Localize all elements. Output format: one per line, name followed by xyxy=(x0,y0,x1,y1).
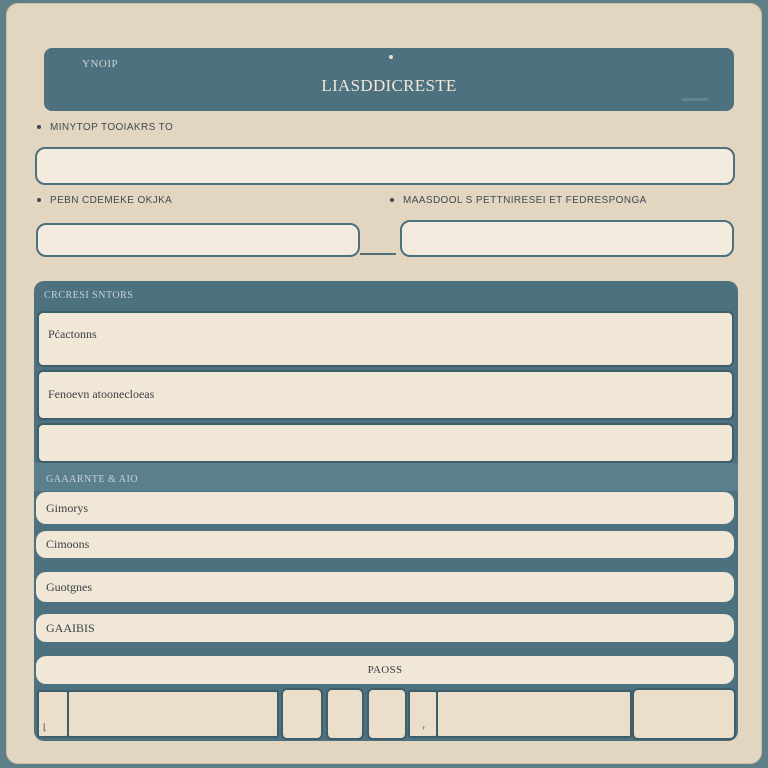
arrow-icon: › xyxy=(422,722,425,732)
footer-button[interactable] xyxy=(36,656,734,684)
tick-mark-icon: ⌊ xyxy=(43,722,47,732)
footer-button-label: PAOSS xyxy=(367,664,403,676)
page-header xyxy=(44,48,734,111)
bottom-cell-5[interactable] xyxy=(367,688,407,740)
section-title-2: GAAARNTE & AIO xyxy=(46,474,138,485)
bottom-cell-2[interactable] xyxy=(67,690,279,738)
bottom-cell-4[interactable] xyxy=(326,688,364,740)
header-tag: YNOIP xyxy=(82,58,119,70)
section-band xyxy=(34,463,738,491)
field-label-1-text: MINYTOP TOOIAKRS TO xyxy=(50,122,174,133)
list-item-label: Guotgnes xyxy=(46,579,92,594)
panel-row-1[interactable] xyxy=(37,311,734,367)
panel-row-1-label: Pćactonns xyxy=(48,327,97,341)
bottom-cell-8[interactable] xyxy=(632,688,736,740)
bullet-icon xyxy=(37,125,41,129)
bottom-cell-3[interactable] xyxy=(281,688,323,740)
list-item-label: Gimorys xyxy=(46,500,88,515)
page-title: LIASDDICRESTE xyxy=(321,76,457,95)
panel-row-3[interactable] xyxy=(37,423,734,463)
bottom-cell-1[interactable] xyxy=(37,690,69,738)
list-item[interactable] xyxy=(36,492,734,524)
text-input-3[interactable] xyxy=(400,220,734,257)
list-item-label: Cimoons xyxy=(46,537,90,551)
panel-row-2[interactable] xyxy=(37,370,734,420)
details-panel xyxy=(34,281,738,741)
field-label-3-text: MAASDOOL S PETTNIRESEI ET FEDRESPONGA xyxy=(403,195,647,206)
divider xyxy=(360,253,396,255)
bottom-cell-7[interactable] xyxy=(436,690,632,738)
header-dot-icon xyxy=(389,55,393,59)
bullet-icon xyxy=(37,198,41,202)
header-decoration xyxy=(682,98,708,101)
field-label-3 xyxy=(390,195,647,206)
section-title-1: CRCRESI SNTORS xyxy=(44,290,134,301)
form-window xyxy=(6,3,762,764)
list-item[interactable] xyxy=(36,572,734,602)
list-item-label: GAAIBIS xyxy=(46,620,95,635)
field-label-2 xyxy=(37,195,172,206)
panel-row-2-label: Fenoevn atoonecloeas xyxy=(48,387,155,401)
text-input-1[interactable] xyxy=(35,147,735,185)
bullet-icon xyxy=(390,198,394,202)
bottom-cell-6[interactable] xyxy=(408,690,438,738)
list-item[interactable] xyxy=(36,614,734,642)
text-input-2[interactable] xyxy=(36,223,360,257)
list-item[interactable] xyxy=(36,531,734,558)
field-label-2-text: PEBN CDEMEKE OKJKA xyxy=(50,195,173,206)
field-label-1 xyxy=(37,122,173,133)
